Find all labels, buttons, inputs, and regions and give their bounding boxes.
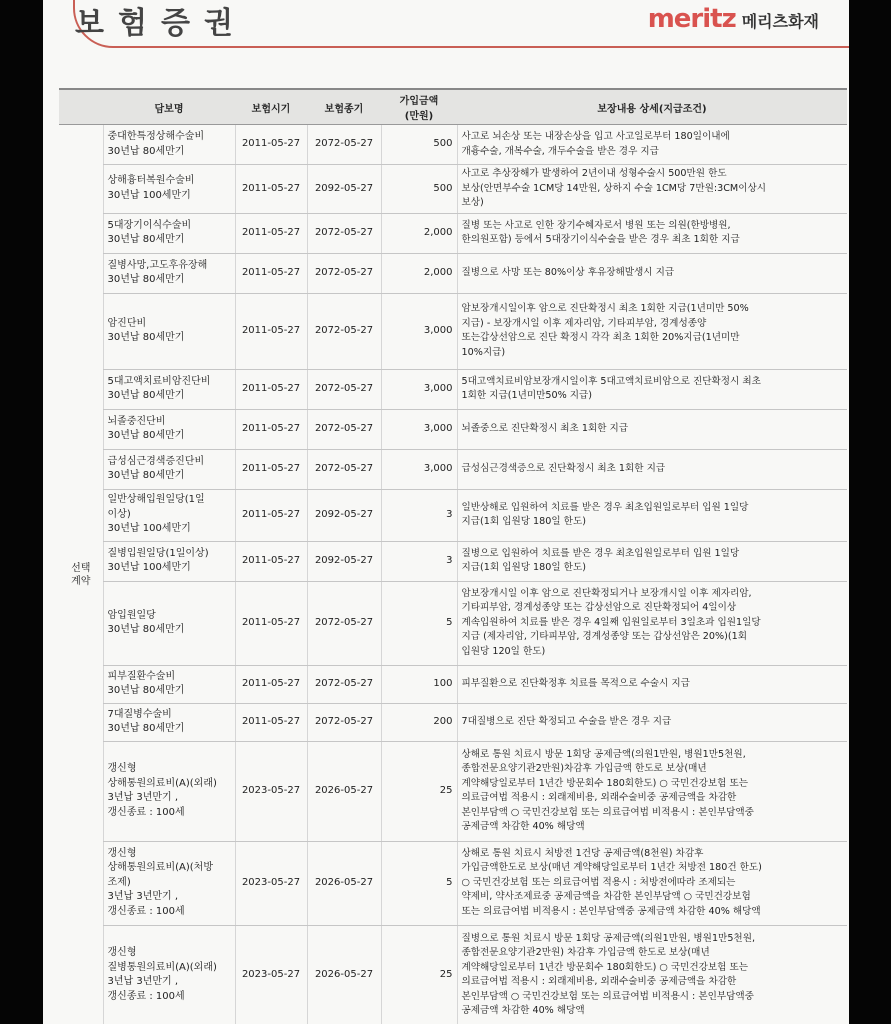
coverage-name: 일반상해입원일당(1일 이상) 30년납 100세만기: [103, 489, 235, 541]
coverage-amount: 500: [381, 125, 457, 165]
table-row: [59, 125, 847, 165]
start-date: 2011-05-27: [235, 125, 307, 165]
table-header-row: [59, 89, 847, 125]
coverage-amount: 25: [381, 925, 457, 1024]
end-date: 2026-05-27: [307, 841, 381, 925]
start-date: 2011-05-27: [235, 581, 307, 665]
coverage-amount: 2,000: [381, 253, 457, 293]
table-row: [59, 581, 847, 665]
header-start-date: 보험시기: [235, 89, 307, 125]
end-date: 2026-05-27: [307, 925, 381, 1024]
end-date: 2092-05-27: [307, 541, 381, 581]
coverage-name: 상해흉터복원수술비 30년납 100세만기: [103, 165, 235, 214]
coverage-amount: 3: [381, 489, 457, 541]
coverage-name: 급성심근경색증진단비 30년납 80세만기: [103, 449, 235, 489]
start-date: 2011-05-27: [235, 165, 307, 214]
header-detail: 보장내용 상세(지급조건): [457, 89, 847, 125]
end-date: 2026-05-27: [307, 741, 381, 841]
coverage-amount: 100: [381, 665, 457, 703]
coverage-amount: 3,000: [381, 293, 457, 369]
start-date: 2011-05-27: [235, 665, 307, 703]
coverage-detail: 상해로 통원 치료시 처방전 1건당 공제금액(8천원) 차감후 가입금액한도로 보상(매년 계약해당일로부터 1년간 처방전 180건 한도) ○ 국민건강보험 또는 의료급여법 적용시 : 처방전에따라 조제되는 약제비, 약사조제료중 공제금액을 차감한 본인부담액 ○ 국민건강보험 또는 의료급여법 비적용시 : 본인부담액중 공제금액 차감한 40% 해당액: [457, 841, 847, 925]
end-date: 2092-05-27: [307, 165, 381, 214]
coverage-detail: 피부질환으로 진단확정후 치료를 목적으로 수술시 지급: [457, 665, 847, 703]
table-row: [59, 925, 847, 1024]
brand-logo: [648, 4, 819, 34]
coverage-name: 중대한특정상해수술비 30년납 80세만기: [103, 125, 235, 165]
coverage-amount: 2,000: [381, 213, 457, 253]
table-row: [59, 293, 847, 369]
coverage-detail: 사고로 추상장해가 발생하여 2년이내 성형수술시 500만원 한도 보상(안면부수술 1CM당 14만원, 상하지 수술 1CM당 7만원:3CM이상시 보상): [457, 165, 847, 214]
end-date: 2092-05-27: [307, 489, 381, 541]
end-date: 2072-05-27: [307, 449, 381, 489]
table-row: [59, 369, 847, 409]
start-date: 2011-05-27: [235, 369, 307, 409]
end-date: 2072-05-27: [307, 665, 381, 703]
coverage-detail: 질병으로 통원 치료시 방문 1회당 공제금액(의원1만원, 병원1만5천원, 종합전문요양기관2만원) 차감후 가입금액 한도로 보상(매년 계약해당일로부터 1년간 방문회수 180회한도) ○ 국민건강보험 또는 의료급여법 적용시 : 외래제비용, 외래수술비중 공제금액을 차감한 본인부담액 ○ 국민건강보험 또는 의료급여법 비적용시 : 본인부담액중 공제금액 차감한 40% 해당액: [457, 925, 847, 1024]
coverage-amount: 25: [381, 741, 457, 841]
table-row: [59, 541, 847, 581]
coverage-detail: 일반상해로 입원하여 치료를 받은 경우 최초입원일로부터 입원 1일당 지급(1회 입원당 180일 한도): [457, 489, 847, 541]
table-row: [59, 741, 847, 841]
coverage-amount: 3,000: [381, 369, 457, 409]
coverage-detail: 급성심근경색증으로 진단확정시 최초 1회한 지급: [457, 449, 847, 489]
table-row: [59, 703, 847, 741]
coverage-detail: 질병으로 사망 또는 80%이상 후유장해발생시 지급: [457, 253, 847, 293]
start-date: 2011-05-27: [235, 541, 307, 581]
start-date: 2011-05-27: [235, 293, 307, 369]
start-date: 2011-05-27: [235, 253, 307, 293]
coverage-name: 암진단비 30년납 80세만기: [103, 293, 235, 369]
end-date: 2072-05-27: [307, 293, 381, 369]
table-row: [59, 165, 847, 214]
end-date: 2072-05-27: [307, 213, 381, 253]
brand-name-ko: 메리츠화재: [741, 12, 819, 31]
end-date: 2072-05-27: [307, 581, 381, 665]
coverage-amount: 5: [381, 841, 457, 925]
coverage-name: 5대장기이식수술비 30년납 80세만기: [103, 213, 235, 253]
start-date: 2011-05-27: [235, 213, 307, 253]
end-date: 2072-05-27: [307, 125, 381, 165]
coverage-name: 피부질환수술비 30년납 80세만기: [103, 665, 235, 703]
table-row: [59, 665, 847, 703]
coverage-detail: 5대고액치료비암보장개시일이후 5대고액치료비암으로 진단확정시 최초 1회한 지급(1년미만50% 지급): [457, 369, 847, 409]
table-row: [59, 489, 847, 541]
policy-document: [43, 0, 849, 1024]
header-blank: [59, 89, 103, 125]
coverage-amount: 3,000: [381, 449, 457, 489]
header-coverage-name: 담보명: [103, 89, 235, 125]
table-row: [59, 841, 847, 925]
table-row: [59, 253, 847, 293]
coverage-name: 질병사망,고도후유장해 30년납 80세만기: [103, 253, 235, 293]
coverage-detail: 암보장개시일이후 암으로 진단확정시 최초 1회한 지급(1년미만 50% 지급) - 보장개시일 이후 제자리암, 기타피부암, 경계성종양 또는갑상선암으로 진단 확정시 각각 최초 1회한 20%지급(1년미만 10%지급): [457, 293, 847, 369]
start-date: 2011-05-27: [235, 409, 307, 449]
end-date: 2072-05-27: [307, 703, 381, 741]
coverage-name: 7대질병수술비 30년납 80세만기: [103, 703, 235, 741]
start-date: 2023-05-27: [235, 841, 307, 925]
end-date: 2072-05-27: [307, 253, 381, 293]
start-date: 2023-05-27: [235, 741, 307, 841]
header-amount: 가입금액 (만원): [381, 89, 457, 125]
coverage-amount: 3: [381, 541, 457, 581]
start-date: 2023-05-27: [235, 925, 307, 1024]
brand-name-en: meritz: [647, 4, 736, 34]
coverage-detail: 7대질병으로 진단 확정되고 수술을 받은 경우 지급: [457, 703, 847, 741]
start-date: 2011-05-27: [235, 489, 307, 541]
coverage-table: [59, 88, 847, 1024]
table-row: [59, 213, 847, 253]
coverage-name: 암입원일당 30년납 80세만기: [103, 581, 235, 665]
end-date: 2072-05-27: [307, 369, 381, 409]
coverage-detail: 질병으로 입원하여 치료를 받은 경우 최초입원일로부터 입원 1일당 지급(1회 입원당 180일 한도): [457, 541, 847, 581]
coverage-amount: 5: [381, 581, 457, 665]
coverage-detail: 질병 또는 사고로 인한 장기수혜자로서 병원 또는 의원(한방병원, 한의원포함) 등에서 5대장기이식수술을 받은 경우 최초 1회한 지급: [457, 213, 847, 253]
coverage-name: 갱신형 상해통원의료비(A)(외래) 3년납 3년만기 , 갱신종료 : 100세: [103, 741, 235, 841]
coverage-amount: 200: [381, 703, 457, 741]
coverage-detail: 상해로 통원 치료시 방문 1회당 공제금액(의원1만원, 병원1만5천원, 종합전문요양기관2만원)차감후 가입금액 한도로 보상(매년 계약해당일로부터 1년간 방문회수 180회한도) ○ 국민건강보험 또는 의료급여법 적용시 : 외래제비용, 외래수술비중 공제금액을 차감한 본인부담액 ○ 국민건강보험 또는 의료급여법 비적용시 : 본인부담액중 공제금액 차감한 40% 해당액: [457, 741, 847, 841]
coverage-detail: 사고로 뇌손상 또는 내장손상을 입고 사고일로부터 180일이내에 개흉수술, 개복수술, 개두수술을 받은 경우 지급: [457, 125, 847, 165]
coverage-name: 질병입원일당(1일이상) 30년납 100세만기: [103, 541, 235, 581]
coverage-name: 뇌졸중진단비 30년납 80세만기: [103, 409, 235, 449]
coverage-name: 갱신형 질병통원의료비(A)(외래) 3년납 3년만기 , 갱신종료 : 100세: [103, 925, 235, 1024]
header-end-date: 보험종기: [307, 89, 381, 125]
end-date: 2072-05-27: [307, 409, 381, 449]
coverage-detail: 암보장개시일 이후 암으로 진단확정되거나 보장개시일 이후 제자리암, 기타피부암, 경계성종양 또는 갑상선암으로 진단확정되어 4일이상 계속입원하여 치료를 받은 경우 4일째 입원일로부터 3일초과 입원1일당 지급 (제자리암, 기타피부암, 경계성종양 또는 갑상선암은 20%)(1회 입원당 120일 한도): [457, 581, 847, 665]
table-row: [59, 409, 847, 449]
start-date: 2011-05-27: [235, 449, 307, 489]
coverage-amount: 3,000: [381, 409, 457, 449]
table-row: [59, 449, 847, 489]
category-cell: 선택 계약: [59, 125, 103, 1024]
coverage-name: 갱신형 상해통원의료비(A)(처방 조제) 3년납 3년만기 , 갱신종료 : 100세: [103, 841, 235, 925]
coverage-name: 5대고액치료비암진단비 30년납 80세만기: [103, 369, 235, 409]
coverage-detail: 뇌졸중으로 진단확정시 최초 1회한 지급: [457, 409, 847, 449]
page-title: 보험증권: [75, 6, 247, 41]
coverage-amount: 500: [381, 165, 457, 214]
start-date: 2011-05-27: [235, 703, 307, 741]
